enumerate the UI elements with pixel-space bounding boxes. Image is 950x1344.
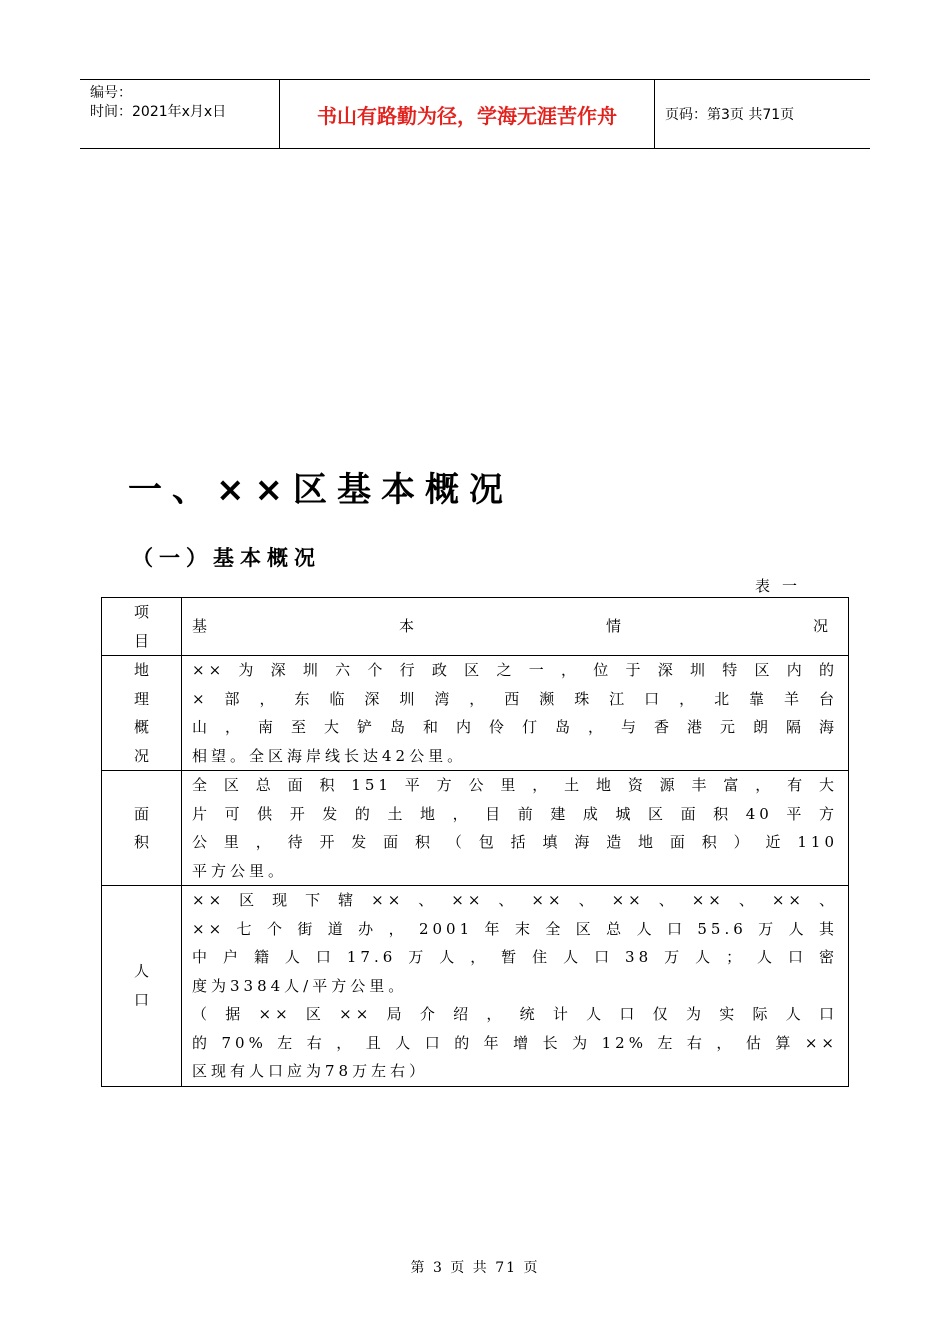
document-time-label: 时间：2021年x月x日 [90, 104, 227, 120]
row-key-char: 地 [133, 661, 149, 679]
row-text-line: ××区现下辖××、××、××、××、××、××、 [192, 891, 838, 909]
table-header-value: 基本情况 [182, 598, 849, 656]
row-key-char: 况 [133, 746, 149, 765]
row-key [102, 771, 182, 886]
row-key [102, 656, 182, 771]
table-row-geography [102, 656, 849, 771]
document-number-label: 编号： [90, 85, 132, 101]
row-text-line: 公里，待开发面积（包括填海造地面积）近110 [192, 833, 838, 851]
row-key-char: 人 [133, 962, 149, 981]
table-header-key [102, 598, 182, 656]
header-key-char: 项 [133, 603, 149, 621]
row-text-line: 的70%左右，且人口的年增长为12%左右，估算×× [192, 1033, 838, 1052]
row-value [182, 886, 849, 1087]
row-key-char: 面 [133, 804, 149, 823]
row-text-line: ××为深圳六个行政区之一，位于深圳特区内的 [192, 661, 838, 679]
row-key-char: 积 [133, 833, 149, 851]
row-key-char: 概 [133, 718, 149, 736]
row-value [182, 656, 849, 771]
row-text-line: 度为3384人/平方公里。 [192, 976, 408, 995]
table-label: 表一 [755, 577, 810, 595]
page-header [80, 79, 870, 149]
row-text-line: 山，南至大铲岛和内伶仃岛，与香港元朗隔海 [192, 718, 838, 736]
row-text-line: 平方公里。 [192, 861, 288, 880]
table-header-row [102, 598, 849, 656]
row-text-line: （据××区××局介绍，统计人口仅为实际人口 [192, 1005, 838, 1023]
section-title: 一、××区基本概况 [128, 470, 513, 510]
basic-info-table [101, 597, 849, 1087]
row-text-line: 相望。全区海岸线长达42公里。 [192, 746, 467, 765]
header-motto: 书山有路勤为径，学海无涯苦作舟 [280, 80, 655, 148]
row-text-line: 区现有人口应为78万左右） [192, 1062, 429, 1080]
row-key-char: 口 [133, 990, 149, 1009]
header-page-info: 页码：第3页 共71页 [665, 107, 795, 123]
row-text-line: 中户籍人口17.6万人，暂住人口38万人；人口密 [192, 948, 838, 966]
row-text-line: 片可供开发的土地，目前建成城区面积40平方 [192, 804, 838, 823]
page-footer: 第 3 页 共 71 页 [410, 1260, 540, 1276]
header-key-char: 目 [133, 631, 149, 650]
subsection-title: （一）基本概况 [132, 546, 321, 570]
table-row-population [102, 886, 849, 1087]
table-row-area [102, 771, 849, 886]
row-text-line: ×部，东临深圳湾，西濒珠江口，北靠羊台 [192, 689, 838, 708]
row-text-line: 全区总面积151平方公里，土地资源丰富，有大 [192, 776, 838, 794]
row-text-line: ××七个街道办，2001年末全区总人口55.6万人其 [192, 919, 838, 938]
header-meta [80, 80, 280, 148]
row-key [102, 886, 182, 1087]
row-value [182, 771, 849, 886]
row-key-char: 理 [133, 689, 149, 708]
